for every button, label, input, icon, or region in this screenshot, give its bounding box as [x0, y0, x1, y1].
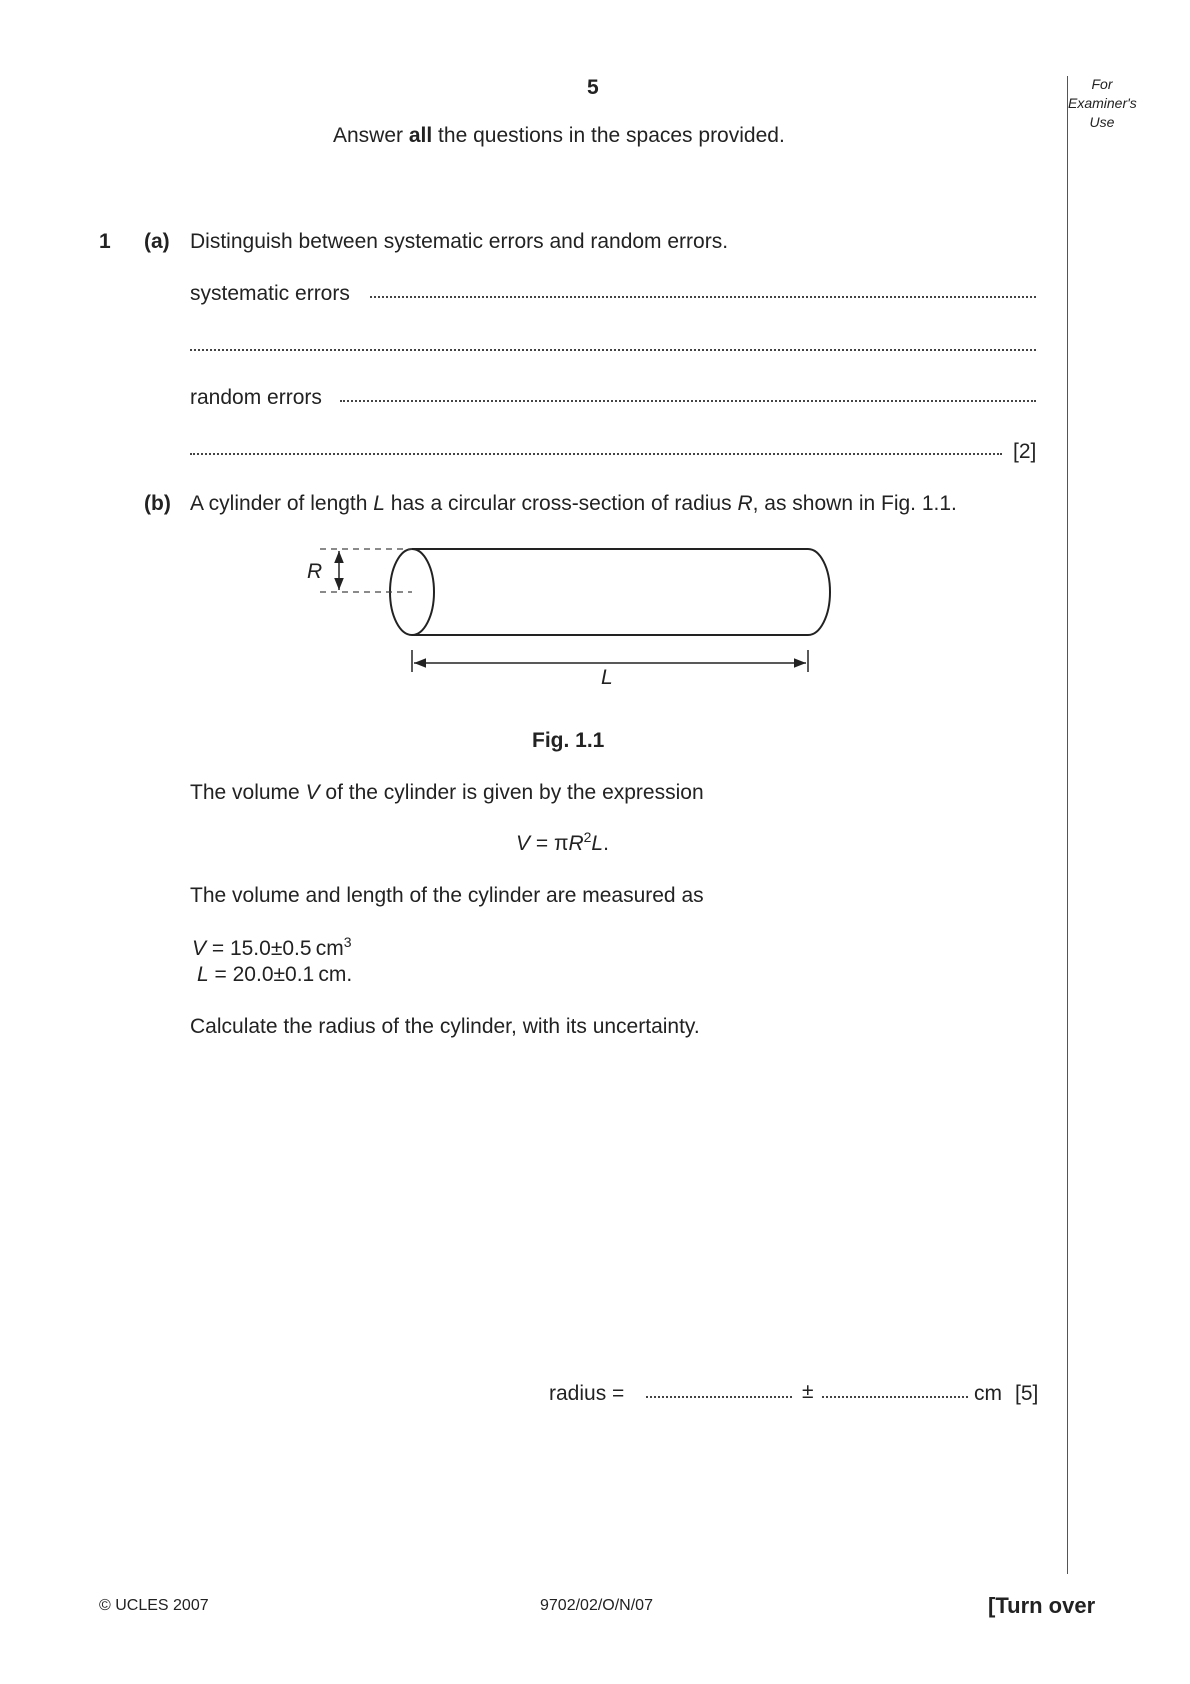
cylinder-body: [412, 549, 830, 635]
turn-over: [Turn over: [988, 1593, 1096, 1618]
plus-minus-sign: ±: [802, 1380, 814, 1403]
part-a-prompt: Distinguish between systematic errors and random errors.: [190, 230, 729, 253]
examiner-use-label: For Examiner's Use: [1068, 76, 1137, 130]
question-number: 1: [99, 230, 111, 253]
part-a-label: (a): [144, 230, 170, 253]
instructions: Answer all the questions in the spaces provided.: [333, 124, 785, 147]
radius-unit: cm: [974, 1382, 1002, 1405]
part-b-marks: [5]: [1015, 1382, 1039, 1405]
volume-text: The volume V of the cylinder is given by the expression: [190, 781, 704, 804]
part-a-marks: [2]: [1013, 440, 1037, 463]
calculate-prompt: Calculate the radius of the cylinder, with its uncertainty.: [190, 1015, 700, 1038]
copyright: © UCLES 2007: [99, 1597, 209, 1614]
radius-uncertainty-line[interactable]: [822, 1390, 968, 1398]
figure-caption: Fig. 1.1: [532, 729, 605, 752]
measured-length: L = 20.0±0.1 cm.: [197, 963, 353, 986]
radius-value-line[interactable]: [646, 1390, 792, 1398]
figure-label-r: R: [307, 560, 323, 583]
measured-volume: V = 15.0±0.5 $cm^3$: [192, 934, 352, 960]
paper-code: 9702/02/O/N/07: [540, 1597, 653, 1614]
page-number: 5: [587, 76, 599, 99]
volume-formula: $V = \pi R^2L$.: [516, 829, 609, 855]
part-b-prompt: A cylinder of length L has a circular cross-section of radius R, as shown in Fig. 1.1.: [190, 492, 957, 515]
part-b-label: (b): [144, 492, 171, 515]
figure-label-l: L: [601, 666, 613, 689]
random-errors-label: random errors: [190, 386, 322, 409]
measured-text: The volume and length of the cylinder are measured as: [190, 884, 704, 907]
systematic-errors-label: systematic errors: [190, 282, 350, 305]
radius-answer-label: radius =: [549, 1382, 625, 1405]
